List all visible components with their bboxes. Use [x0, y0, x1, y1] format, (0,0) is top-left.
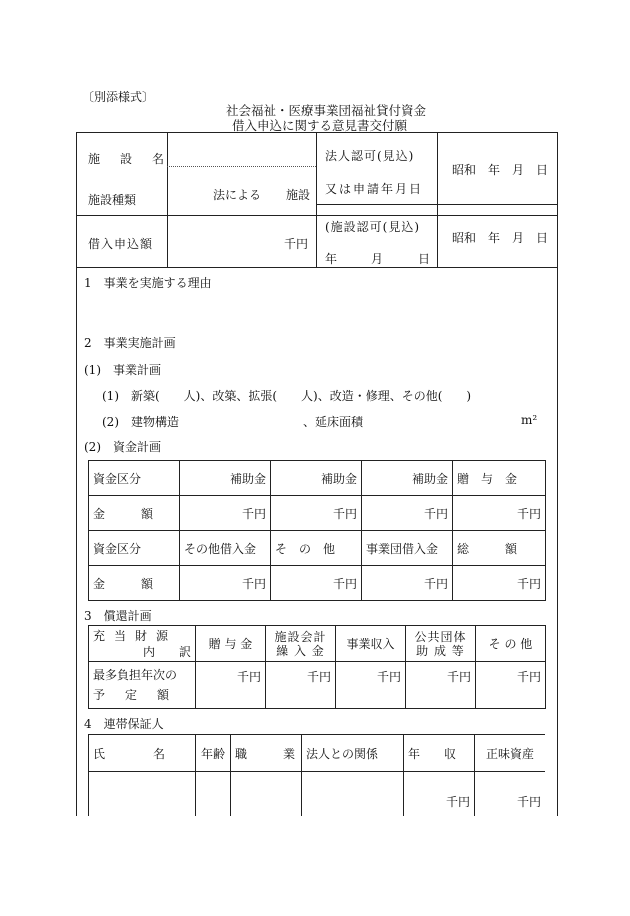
facility-approval-line1: (施設認可(見込) — [325, 220, 421, 234]
funding-unit: 千円 — [453, 496, 546, 531]
corp-approval-line1: 法人認可(見込) — [325, 149, 415, 163]
funding-unit: 千円 — [362, 566, 453, 601]
section4-title: 4 連帯保証人 — [84, 717, 164, 731]
plan-item1: (1) 新築( 人)、改築、拡張( 人)、改造・修理、その他( ) — [102, 389, 472, 403]
plan-item2-label: (2) 建物構造 — [102, 415, 179, 429]
plan-item2-unit: m² — [521, 413, 538, 427]
section1-title: 1 事業を実施する理由 — [84, 276, 212, 290]
guarantor-col: 職 業 — [231, 735, 302, 772]
guarantor-col: 年 収 — [404, 735, 475, 772]
title-line1: 社会福祉・医療事業団福祉貸付資金 — [226, 103, 427, 118]
guarantor-unit: 千円 — [475, 772, 546, 817]
funding-unit: 千円 — [453, 566, 546, 601]
loan-amount-label: 借入申込額 — [88, 237, 154, 251]
funding-unit: 千円 — [271, 566, 362, 601]
funding-header: 贈 与 金 — [453, 461, 546, 496]
facility-type-label: 施設種類 — [88, 193, 137, 207]
repayment-header-label: 充当財源 内 訳 — [89, 626, 196, 662]
funding-header: 補助金 — [271, 461, 362, 496]
guarantor-table-wrap — [88, 734, 545, 816]
funding-header: 資金区分 — [89, 461, 180, 496]
guarantor-col: 法人との関係 — [302, 735, 404, 772]
repayment-row-label: 最多負担年次の 予 定 額 — [89, 662, 196, 709]
facility-name-label: 施 設 名 — [88, 152, 169, 166]
loan-amount-unit: 千円 — [284, 237, 309, 251]
repayment-col: 施設会計 繰 入 金 — [266, 626, 336, 662]
funding-header: 補助金 — [180, 461, 271, 496]
repayment-unit: 千円 — [476, 662, 546, 709]
section2-sub2-title: (2) 資金計画 — [84, 440, 161, 454]
repayment-unit: 千円 — [196, 662, 266, 709]
section3-title: 3 償還計画 — [84, 609, 152, 623]
facility-law-text: 法による — [213, 188, 262, 202]
guarantor-col: 正味資産 — [475, 735, 546, 772]
funding-amount-label: 金 額 — [89, 496, 180, 531]
plan-item2-middle: 、延床面積 — [303, 415, 364, 429]
repayment-unit: 千円 — [336, 662, 406, 709]
facility-suffix: 施設 — [286, 188, 311, 202]
funding-header: そ の 他 — [271, 531, 362, 566]
guarantor-unit: 千円 — [404, 772, 475, 817]
facility-approval-day: 日 — [418, 252, 431, 266]
funding-unit: 千円 — [271, 496, 362, 531]
repayment-col: 贈 与 金 — [196, 626, 266, 662]
guarantor-col: 氏 名 — [89, 735, 196, 772]
funding-header: 事業団借入金 — [362, 531, 453, 566]
guarantor-table — [88, 734, 545, 816]
date-field-2: 昭和 年 月 日 — [452, 231, 549, 245]
funding-header: 資金区分 — [89, 531, 180, 566]
title-line2: 借入申込に関する意見書交付願 — [232, 118, 408, 133]
funding-header: その他借入金 — [180, 531, 271, 566]
guarantor-col: 年齢 — [196, 735, 231, 772]
repayment-col: 公共団体 助 成 等 — [406, 626, 476, 662]
repayment-table — [88, 625, 546, 709]
funding-header: 総 額 — [453, 531, 546, 566]
repayment-col: 事業収入 — [336, 626, 406, 662]
funding-unit: 千円 — [362, 496, 453, 531]
section2-sub1-title: (1) 事業計画 — [84, 363, 161, 377]
frame-right — [557, 132, 558, 816]
repayment-unit: 千円 — [406, 662, 476, 709]
funding-header: 補助金 — [362, 461, 453, 496]
facility-approval-year: 年 — [325, 252, 338, 266]
funding-unit: 千円 — [180, 566, 271, 601]
funding-unit: 千円 — [180, 496, 271, 531]
repayment-col: そ の 他 — [476, 626, 546, 662]
section2-title: 2 事業実施計画 — [84, 336, 176, 350]
repayment-unit: 千円 — [266, 662, 336, 709]
form-label: 〔別添様式〕 — [82, 90, 155, 104]
date-field-1: 昭和 年 月 日 — [452, 163, 549, 177]
funding-amount-label: 金 額 — [89, 566, 180, 601]
corp-approval-line2: 又は申請年月日 — [325, 182, 424, 196]
facility-approval-month: 月 — [371, 252, 384, 266]
frame-left — [76, 132, 77, 816]
funding-table — [88, 460, 546, 601]
